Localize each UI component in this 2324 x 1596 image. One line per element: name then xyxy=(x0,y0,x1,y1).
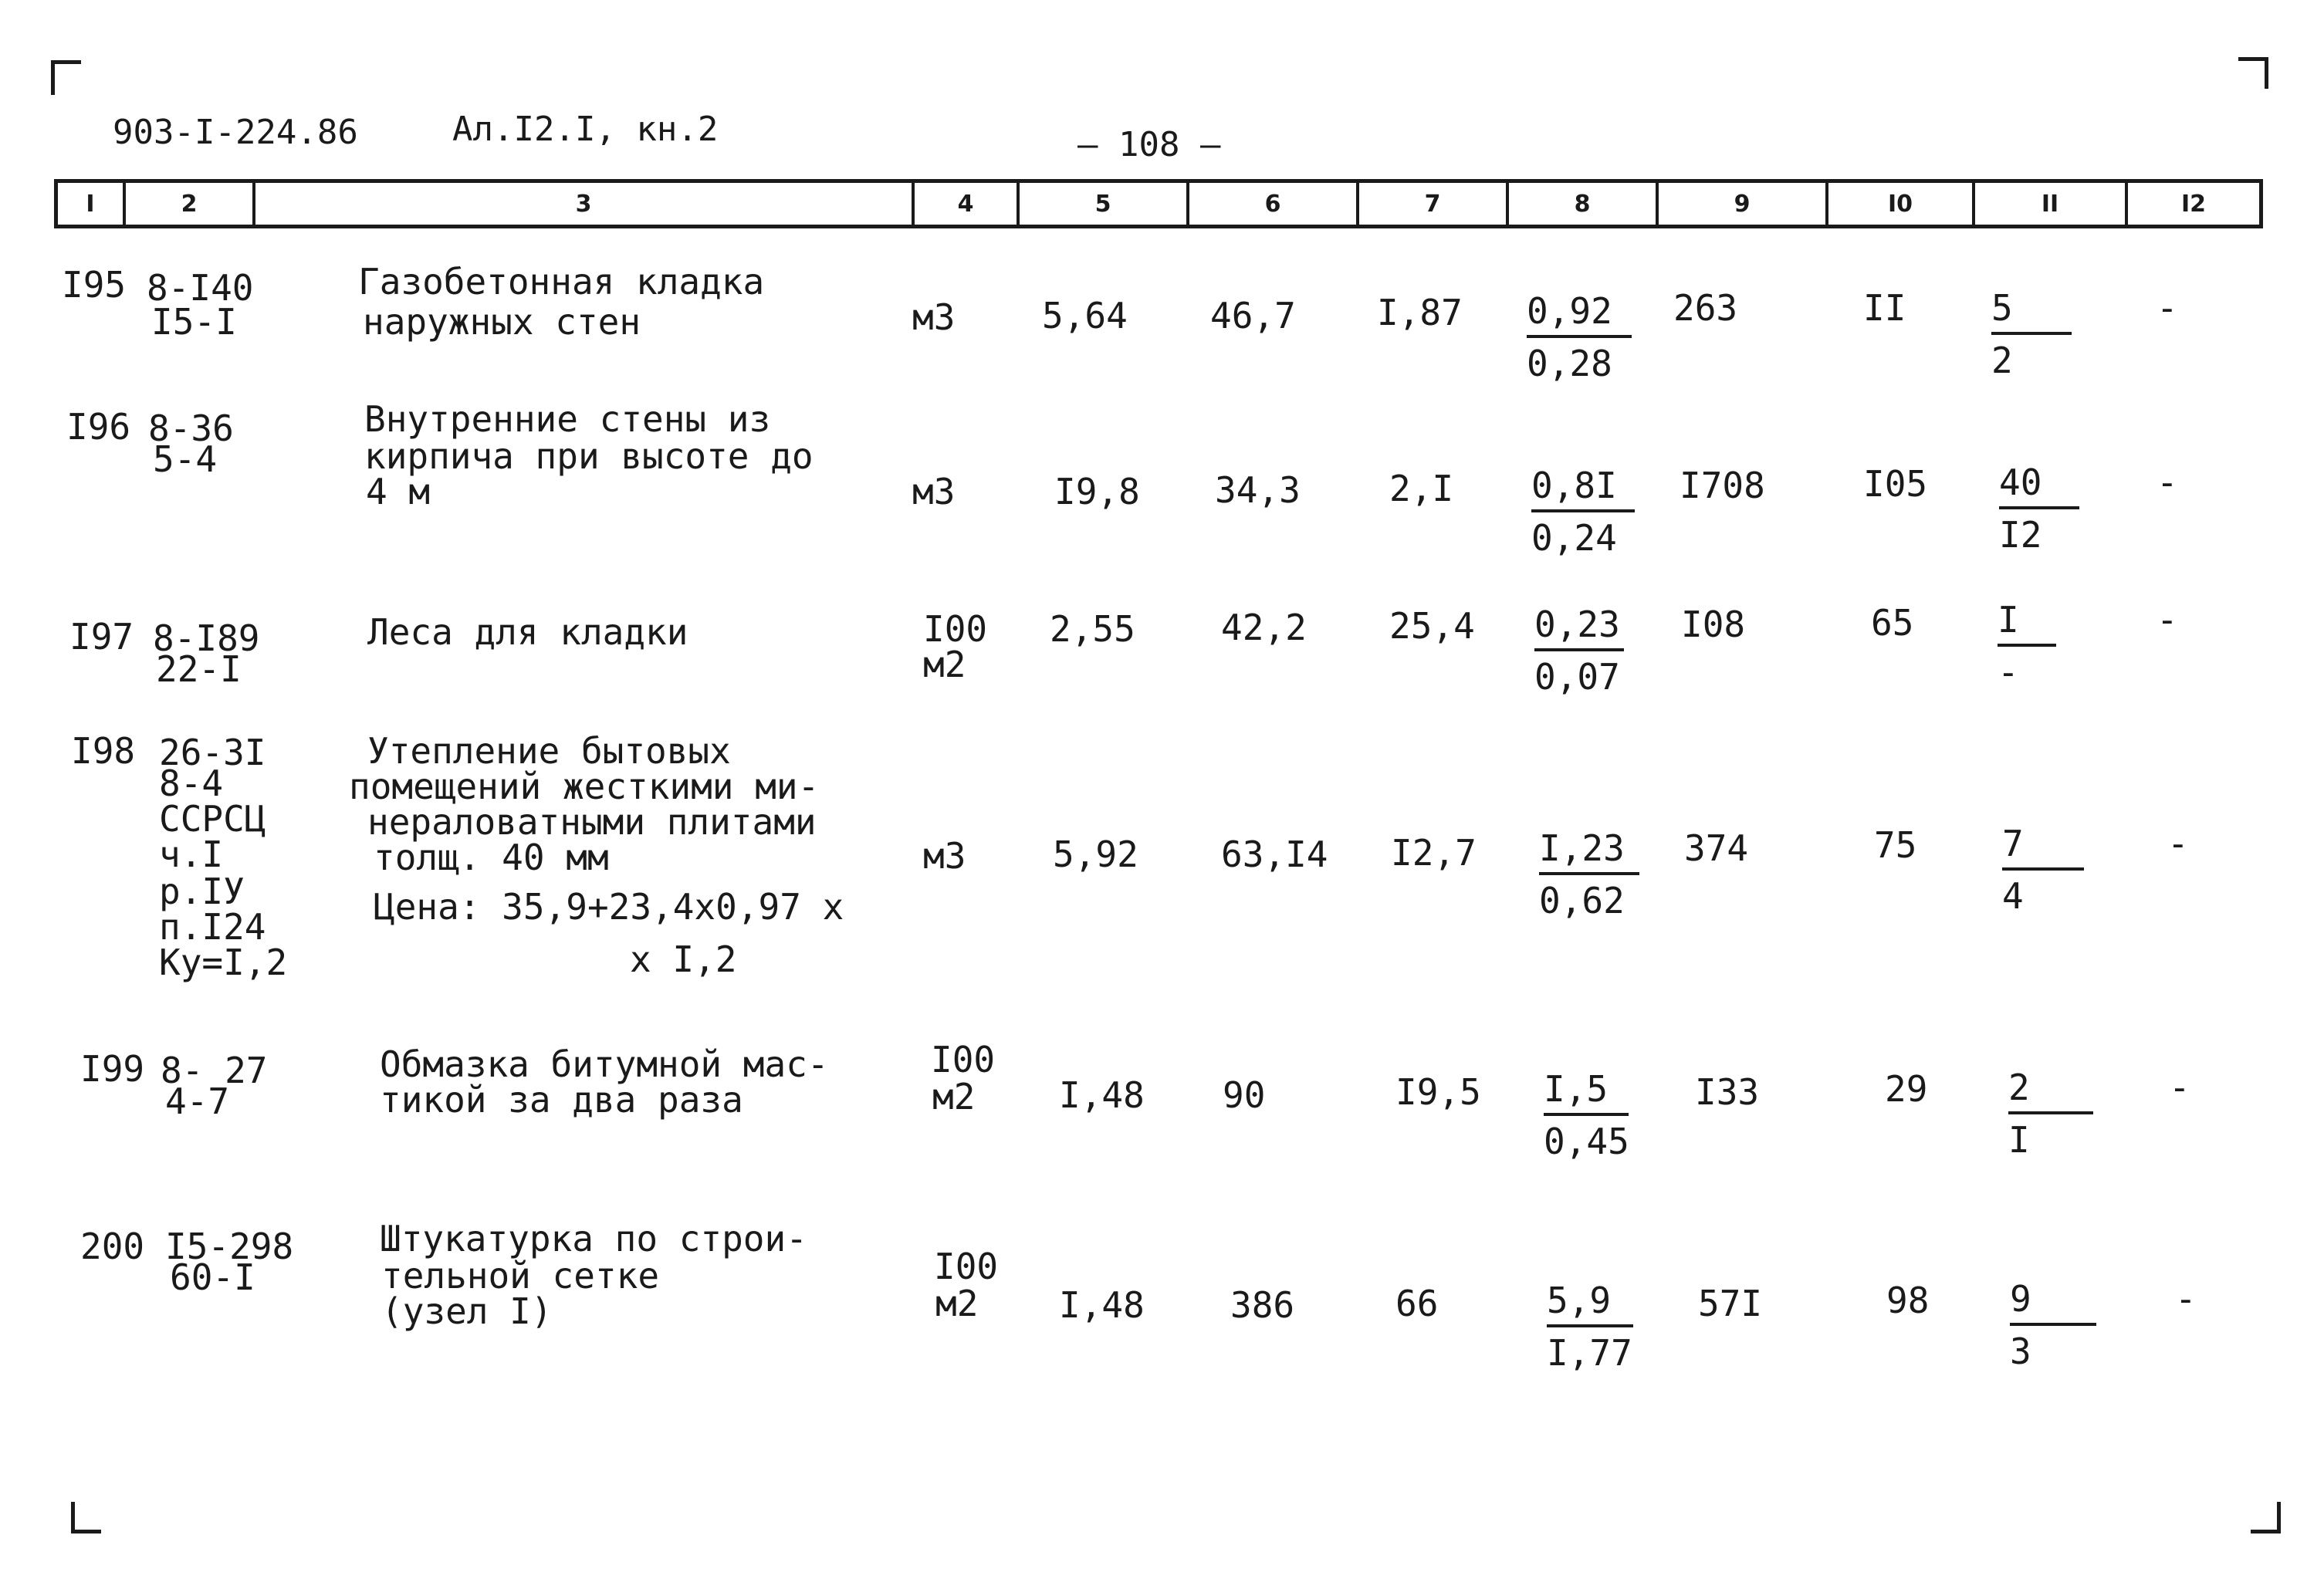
column-11-fraction xyxy=(2002,824,2084,915)
fraction-numerator: 7 xyxy=(2002,824,2084,871)
fraction-numerator: 0,92 xyxy=(1527,292,1632,338)
column-10-value: 98 xyxy=(1886,1280,1930,1321)
norm-code-line: п.I24 xyxy=(159,906,266,948)
corner-mark-bottom-left xyxy=(71,1502,101,1533)
column-9-value: 374 xyxy=(1684,827,1749,869)
column-header-6: 6 xyxy=(1264,190,1281,218)
fraction-numerator: 9 xyxy=(2010,1280,2096,1326)
unit-price: 63,I4 xyxy=(1221,834,1328,875)
fraction-numerator: I,23 xyxy=(1539,829,1639,875)
norm-code-line: I5-298 xyxy=(165,1226,294,1267)
fraction-denominator: 2 xyxy=(1991,340,2013,381)
work-description-line: 4 м xyxy=(366,471,431,512)
column-header-9: 9 xyxy=(1734,190,1751,218)
fraction-denominator: I xyxy=(2008,1119,2030,1161)
quantity: I,48 xyxy=(1059,1074,1145,1116)
column-12-value: - xyxy=(2167,823,2189,864)
unit-price: 42,2 xyxy=(1221,607,1307,648)
work-description-line: Леса для кладки xyxy=(367,611,688,653)
unit-price: 386 xyxy=(1230,1284,1295,1326)
total-cost: I9,5 xyxy=(1395,1071,1481,1113)
fraction-numerator: 0,23 xyxy=(1534,605,1624,651)
norm-code-line: 22-I xyxy=(156,648,242,690)
row-number: I96 xyxy=(66,406,131,448)
unit-price: 90 xyxy=(1223,1074,1266,1116)
work-description-line: Внутренние стены из xyxy=(364,398,771,440)
norm-code-line: 8-I89 xyxy=(153,617,260,659)
fraction-numerator: 5,9 xyxy=(1547,1281,1633,1327)
row-number: I99 xyxy=(80,1048,145,1090)
unit: м3 xyxy=(912,471,956,512)
row-number: 200 xyxy=(80,1226,145,1267)
quantity: 5,92 xyxy=(1053,834,1138,875)
norm-code-line: 26-3I xyxy=(159,732,266,773)
column-11-fraction xyxy=(1998,600,2056,691)
norm-code-line: ч.I xyxy=(159,834,224,875)
fraction-denominator: I2 xyxy=(1999,514,2042,556)
column-12-value: - xyxy=(2157,287,2178,329)
work-description-line: (узел I) xyxy=(381,1290,553,1332)
column-10-value: 29 xyxy=(1885,1068,1928,1110)
work-description-line: толщ. 40 мм xyxy=(374,837,609,878)
work-description-line: Штукатурка по строи- xyxy=(380,1218,807,1260)
corner-mark-top-right xyxy=(2238,57,2268,89)
column-header-2: 2 xyxy=(181,190,198,218)
fraction-denominator: 0,62 xyxy=(1539,880,1625,921)
quantity: 2,55 xyxy=(1050,608,1135,650)
price-calculation-line: x I,2 xyxy=(630,938,737,980)
fraction-numerator: 5 xyxy=(1991,289,2072,335)
unit-price: 46,7 xyxy=(1210,295,1296,336)
column-9-value: 57I xyxy=(1698,1283,1763,1324)
total-cost: I2,7 xyxy=(1391,832,1477,874)
quantity: 5,64 xyxy=(1042,295,1128,336)
unit: м3 xyxy=(912,296,956,338)
corner-mark-bottom-right xyxy=(2251,1502,2281,1533)
fraction-numerator: 40 xyxy=(1999,463,2079,509)
row-number: I97 xyxy=(69,616,134,658)
column-11-fraction xyxy=(1999,463,2079,554)
norm-code-line: 8- 27 xyxy=(161,1050,268,1091)
column-11-fraction xyxy=(2010,1280,2096,1371)
column-8-fraction xyxy=(1527,292,1632,383)
quantity: I,48 xyxy=(1059,1284,1145,1326)
total-cost: I,87 xyxy=(1377,292,1463,333)
corner-mark-top-left xyxy=(51,60,81,95)
norm-code-line: 4-7 xyxy=(165,1080,230,1122)
fraction-denominator: 4 xyxy=(2002,875,2024,917)
column-header-3: 3 xyxy=(575,190,592,218)
column-12-value: - xyxy=(2169,1067,2190,1108)
fraction-numerator: I,5 xyxy=(1544,1070,1629,1116)
column-8-fraction xyxy=(1547,1281,1633,1372)
unit-line: I00 xyxy=(923,608,988,650)
norm-code-line: 8-I40 xyxy=(147,267,254,309)
row-number: I95 xyxy=(62,264,127,306)
column-9-value: I08 xyxy=(1681,604,1746,645)
page-number: — 108 — xyxy=(1077,125,1221,164)
total-cost: 66 xyxy=(1395,1283,1439,1324)
fraction-denominator: - xyxy=(1998,651,2019,693)
work-description-line: помещений жесткими ми- xyxy=(349,766,820,807)
column-header-1: I xyxy=(86,190,95,218)
norm-code-line: Ку=I,2 xyxy=(159,942,288,983)
album-reference: Ал.I2.I, кн.2 xyxy=(452,110,719,149)
price-calculation-line: Цена: 35,9+23,4x0,97 x xyxy=(374,886,844,928)
fraction-denominator: 0,24 xyxy=(1531,517,1617,559)
column-header-12: I2 xyxy=(2180,190,2207,218)
column-11-fraction xyxy=(1991,289,2072,380)
total-cost: 25,4 xyxy=(1389,605,1475,647)
column-11-fraction xyxy=(2008,1068,2093,1159)
norm-code-line: р.IУ xyxy=(159,871,245,912)
unit-line: I00 xyxy=(934,1246,999,1287)
document-code: 903-I-224.86 xyxy=(113,113,358,152)
column-header-row xyxy=(54,179,2263,228)
work-description-line: тельной сетке xyxy=(381,1255,660,1297)
column-8-fraction xyxy=(1534,605,1624,696)
column-header-5: 5 xyxy=(1094,190,1111,218)
column-9-value: I33 xyxy=(1695,1071,1760,1113)
unit: м3 xyxy=(923,835,966,877)
column-8-fraction xyxy=(1539,829,1639,920)
column-10-value: II xyxy=(1863,287,1906,329)
work-description-line: Обмазка битумной мас- xyxy=(380,1043,829,1085)
fraction-denominator: 0,07 xyxy=(1534,656,1620,698)
unit-line: м2 xyxy=(932,1076,976,1118)
column-header-4: 4 xyxy=(957,190,974,218)
fraction-denominator: 3 xyxy=(2010,1331,2031,1372)
column-12-value: - xyxy=(2157,462,2178,503)
column-8-fraction xyxy=(1531,466,1635,557)
work-description-line: Утепление бытовых xyxy=(367,730,731,772)
norm-code-line: 8-4 xyxy=(159,762,224,804)
column-10-value: I05 xyxy=(1863,463,1928,505)
row-number: I98 xyxy=(71,730,136,772)
norm-code-line: ССРСЦ xyxy=(159,798,266,840)
work-description-line: Газобетонная кладка xyxy=(358,261,765,303)
column-12-value: - xyxy=(2175,1278,2197,1320)
quantity: I9,8 xyxy=(1054,471,1140,512)
fraction-numerator: I xyxy=(1998,600,2056,647)
norm-code-line: I5-I xyxy=(151,301,237,343)
column-10-value: 65 xyxy=(1871,602,1914,644)
unit-line: м2 xyxy=(923,644,966,685)
column-10-value: 75 xyxy=(1874,824,1917,866)
column-9-value: 263 xyxy=(1673,287,1738,329)
work-description-line: нераловатными плитами xyxy=(367,801,817,843)
fraction-denominator: 0,28 xyxy=(1527,343,1612,384)
column-12-value: - xyxy=(2157,599,2178,641)
norm-code-line: 60-I xyxy=(170,1256,255,1298)
column-header-10: I0 xyxy=(1887,190,1913,218)
norm-code-line: 8-36 xyxy=(148,407,234,449)
unit-line: м2 xyxy=(935,1283,979,1324)
column-header-11: II xyxy=(2041,190,2059,218)
unit-line: I00 xyxy=(931,1039,996,1080)
fraction-denominator: I,77 xyxy=(1547,1332,1632,1374)
unit-price: 34,3 xyxy=(1215,469,1301,511)
fraction-numerator: 0,8I xyxy=(1531,466,1635,512)
work-description-line: тикой за два раза xyxy=(380,1079,743,1121)
column-header-8: 8 xyxy=(1574,190,1591,218)
column-header-7: 7 xyxy=(1424,190,1441,218)
fraction-denominator: 0,45 xyxy=(1544,1121,1629,1162)
work-description-line: кирпича при высоте до xyxy=(364,435,814,477)
work-description-line: наружных стен xyxy=(363,301,641,343)
column-9-value: I708 xyxy=(1680,465,1765,506)
column-8-fraction xyxy=(1544,1070,1629,1161)
total-cost: 2,I xyxy=(1389,468,1454,509)
norm-code-line: 5-4 xyxy=(153,438,218,480)
fraction-numerator: 2 xyxy=(2008,1068,2093,1114)
